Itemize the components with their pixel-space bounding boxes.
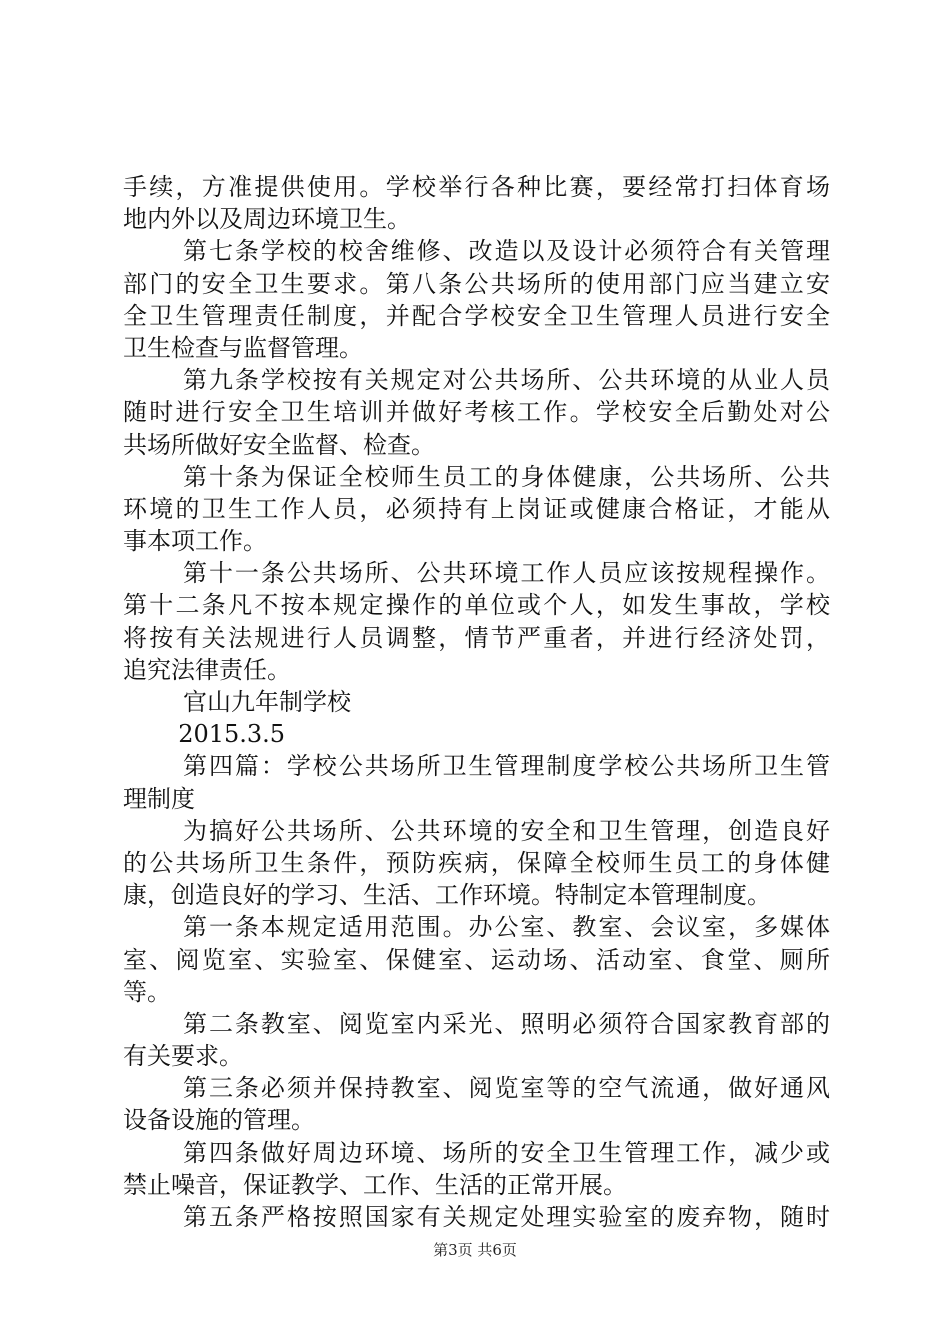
text-line: 部门的安全卫生要求。第八条公共场所的使用部门应当建立安 bbox=[123, 269, 830, 298]
text-line: 禁止噪音，保证教学、工作、生活的正常开展。 bbox=[123, 1170, 627, 1199]
text-line: 2015.3.5 bbox=[178, 720, 286, 749]
text-line: 第四条做好周边环境、场所的安全卫生管理工作，减少或 bbox=[183, 1138, 830, 1167]
text-line: 第三条必须并保持教室、阅览室等的空气流通，做好通风 bbox=[183, 1074, 830, 1103]
text-line: 第一条本规定适用范围。办公室、教室、会议室，多媒体 bbox=[183, 913, 830, 942]
text-line: 理制度 bbox=[123, 784, 195, 813]
text-line: 官山九年制学校 bbox=[183, 688, 351, 716]
text-line: 随时进行安全卫生培训并做好考核工作。学校安全后勤处对公 bbox=[123, 398, 830, 427]
text-line: 为搞好公共场所、公共环境的安全和卫生管理，创造良好 bbox=[183, 816, 830, 845]
text-line: 手续，方准提供使用。学校举行各种比赛，要经常打扫体育场 bbox=[123, 173, 830, 201]
text-line: 事本项工作。 bbox=[123, 527, 267, 556]
page-footer: 第3页 共6页 bbox=[433, 1241, 517, 1259]
text-line: 全卫生管理责任制度，并配合学校安全卫生管理人员进行安全 bbox=[123, 301, 830, 330]
text-line: 第十条为保证全校师生员工的身体健康，公共场所、公共 bbox=[183, 462, 830, 491]
text-line: 的公共场所卫生条件，预防疾病，保障全校师生员工的身体健 bbox=[123, 848, 830, 877]
text-line: 追究法律责任。 bbox=[123, 655, 291, 684]
text-line: 第七条学校的校舍维修、改造以及设计必须符合有关管理 bbox=[183, 237, 830, 266]
text-line: 等。 bbox=[123, 977, 171, 1006]
text-line: 卫生检查与监督管理。 bbox=[123, 333, 363, 362]
text-line: 地内外以及周边环境卫生。 bbox=[123, 205, 411, 234]
text-line: 康，创造良好的学习、生活、工作环境。特制定本管理制度。 bbox=[123, 881, 771, 910]
text-line: 第十一条公共场所、公共环境工作人员应该按规程操作。 bbox=[183, 559, 830, 588]
text-line: 第二条教室、阅览室内采光、照明必须符合国家教育部的 bbox=[183, 1009, 830, 1038]
text-line: 环境的卫生工作人员，必须持有上岗证或健康合格证，才能从 bbox=[123, 494, 830, 523]
text-line: 第四篇：学校公共场所卫生管理制度学校公共场所卫生管 bbox=[183, 752, 830, 781]
text-line: 共场所做好安全监督、检查。 bbox=[123, 430, 435, 459]
document-body bbox=[123, 171, 830, 1233]
text-line: 第五条严格按照国家有关规定处理实验室的废弃物，随时 bbox=[183, 1203, 830, 1231]
text-line: 室、阅览室、实验室、保健室、运动场、活动室、食堂、厕所 bbox=[123, 945, 830, 974]
text-line: 将按有关法规进行人员调整，情节严重者，并进行经济处罚， bbox=[123, 623, 830, 652]
text-line: 第十二条凡不按本规定操作的单位或个人，如发生事故，学校 bbox=[123, 591, 830, 620]
text-line: 第九条学校按有关规定对公共场所、公共环境的从业人员 bbox=[183, 366, 830, 395]
text-line: 设备设施的管理。 bbox=[123, 1106, 315, 1135]
text-line: 有关要求。 bbox=[123, 1042, 243, 1071]
